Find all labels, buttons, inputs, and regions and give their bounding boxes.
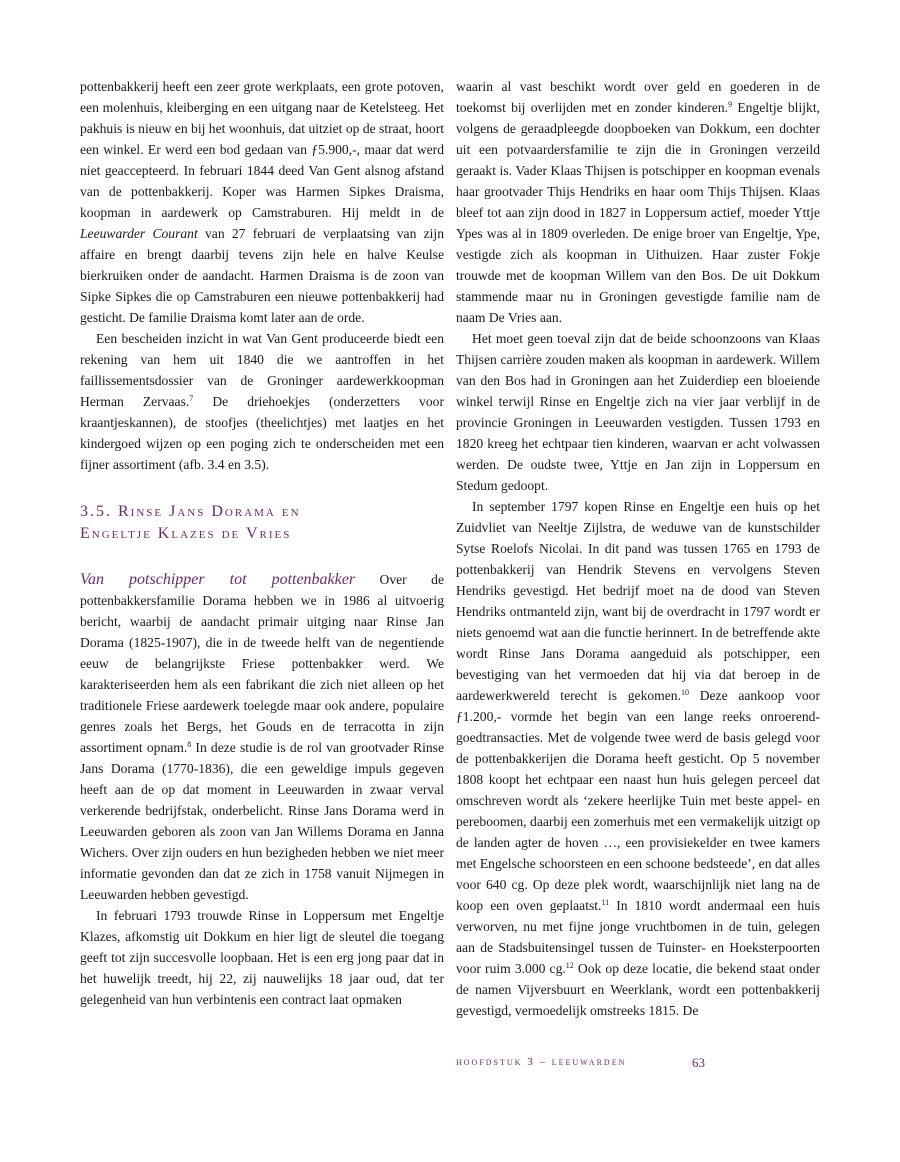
italic-title: Leeuwarder Courant xyxy=(80,226,198,241)
text-run: Deze aankoop voor ƒ1.200,- vormde het begin van een lange reeks onroerend-goedtransacties. Met de volgende twee werd de basis gelegd voor de pottenbakkerijen die Dorama heeft gesticht. Op 5 november 1808 koopt het echtpaar een naast hun huis gelegen perceel dat omschreven wordt als ‘zekere heerlijke Tuin met beste appel- en pereboomen, daarbij een zomerhuis met een vermakelijk uitzigt op de landen agter de hoven …, een provisiekelder en twee kamers met Engelsche schoorsteen en een schoone bedsteede’, en dat alles voor 640 cg. Op deze plek wordt, waarschijnlijk niet lang na de koop een oven geplaatst. xyxy=(456,688,820,913)
footnote-ref: 9 xyxy=(728,100,733,109)
text-run: Het moet geen toeval zijn dat de beide schoonzoons van Klaas Thijsen carrière zouden maken als koopman in aardewerk. Willem van den Bos had in Groningen aan het Zuiderdiep een bloeiende winkel terwijl Rinse en Engeltje zich na vier jaar verblijf in de provincie Groningen in Leeuwarden vestigden. Tussen 1793 en 1820 kreeg het echtpaar tien kinderen, waarvan er acht volwassen werden. De oudste twee, Yttje en Jan zijn in Loppersum en Stedum gedoopt. xyxy=(456,331,820,493)
right-column xyxy=(456,76,820,1021)
running-head: hoofdstuk 3 – leeuwarden xyxy=(456,1056,627,1068)
text-run: In 1810 wordt andermaal een huis verworven, nu met fijne jonge vruchtbomen in de tuin, gelegen aan de Stadsbuitensingel tussen de Tuinster- en Hoeksterpoorten voor ruim 3.000 cg. xyxy=(456,898,820,976)
page-footer xyxy=(456,1056,786,1068)
footnote-ref: 11 xyxy=(601,898,610,907)
paragraph xyxy=(456,496,820,1021)
text-run: In september 1797 kopen Rinse en Engeltje een huis op het Zuidvliet van Neeltje Zijlstra, de weduwe van de kunstschilder Sytse Roelofs Nicolai. In dit pand was tussen 1765 en 1793 de pottenbakkerij van Hendrik Stevens en vervolgens Steven Hendriks gevestigd. Het bedrijf moet na de dood van Steven Hendriks ontmanteld zijn, want bij de overdracht in 1797 wordt er niets genoemd wat aan die functie herinnert. In de betreffende akte wordt Rinse Jans Dorama aangeduid als potschipper, een bevestiging van het vermoeden dat hij via dat beroep in de aardewerkwereld terecht is gekomen. xyxy=(456,499,820,703)
footnote-ref: 10 xyxy=(680,688,689,697)
text-run: In deze studie is de rol van grootvader Rinse Jans Dorama (1770-1836), die een geweldige impuls gegeven heeft aan de op dat moment in Leeuwarden in zwaar verval verkerende bedrijfstak, onderbelicht. Rinse Jans Dorama werd in Leeuwarden geboren als zoon van Jan Willems Dorama en Janna Wichers. Over zijn ouders en hun bezigheden hebben we niet meer informatie gevonden dan dat ze zich in 1758 vanuit Nijmegen in Leeuwarden hebben gevestigd. xyxy=(80,740,445,902)
section-heading-line: 3.5. Rinse Jans Dorama en xyxy=(80,503,301,520)
footnote-ref: 8 xyxy=(187,740,192,749)
paragraph xyxy=(80,569,444,905)
paragraph xyxy=(80,905,444,1010)
text-run: Ook op deze locatie, die bekend staat onder de namen Vijversbuurt en Weerklank, wordt een pottenbakkerij gevestigd, vermoedelijk omstreeks 1815. De xyxy=(456,961,820,1018)
text-run: Engeltje blijkt, volgens de geraadpleegde doopboeken van Dokkum, een dochter uit een potvaardersfamilie te zijn die in Groningen verzeild geraakt is. Vader Klaas Thijsen is potschipper en koopman evenals haar grootvader Thijs Hendriks en haar oom Thijs Thijsen. Klaas bleef tot aan zijn dood in 1827 in Loppersum actief, moeder Yttje Ypes was al in 1809 overleden. De enige broer van Engeltje, Ype, vestigde zich als koopman in Uithuizen. Haar zuster Fokje trouwde met de koopman Willem van den Bos. De uit Dokkum stammende maar nu in Groningen gevestigde familie nam de naam De Vries aan. xyxy=(456,100,820,325)
section-heading xyxy=(80,501,444,545)
paragraph xyxy=(80,76,444,328)
text-run: waarin al vast beschikt wordt over geld en goederen in de toekomst bij overlijden met en zonder kinderen. xyxy=(456,79,820,115)
footnote-ref: 12 xyxy=(565,961,574,970)
page-number: 63 xyxy=(692,1055,705,1070)
text-run: Over de pottenbakkersfamilie Dorama hebben we in 1986 al uitvoerig bericht, waarbij de aandacht primair uitging naar Rinse Jan Dorama (1825-1907), die in de tweede helft van de negentiende eeuw de belangrijkste Friese pottenbakker werd. We karakteriseerden hem als een fabrikant die zich niet alleen op het traditionele Friese aardewerk toelegde maar ook andere, populaire genres zoals het Bergs, het Gouds en de terracotta in zijn assortiment opnam. xyxy=(80,572,444,755)
section-heading-line: Engeltje Klazes de Vries xyxy=(80,525,292,542)
text-run: De driehoekjes (onderzetters voor kraantjeskannen), de stoofjes (theelichtjes) met laatjes en het kindergoed wijzen op een poging zich te onderscheiden met een fijner assortiment (afb. 3.4 en 3.5). xyxy=(80,394,444,472)
text-run: van 27 februari de verplaatsing van zijn affaire en brengt daarbij tevens zijn hele en halve Keulse bierkruiken onder de aandacht. Harmen Draisma is de zoon van Sipke Sipkes die op Camstraburen een nieuwe pottenbakkerij had gesticht. De familie Draisma komt later aan de orde. xyxy=(80,226,444,325)
text-run: In februari 1793 trouwde Rinse in Loppersum met Engeltje Klazes, afkomstig uit Dokkum en hier ligt de sleutel die toegang geeft tot zijn succesvolle loopbaan. Het is een erg jong paar dat in het huwelijk treedt, hij 22, zij nauwelijks 18 jaar oud, dat ter gelegenheid van hun verbintenis een contract laat opmaken xyxy=(80,908,444,1007)
text-run: pottenbakkerij heeft een zeer grote werkplaats, een grote potoven, een molenhuis, kleiberging en een uitgang naar de Ketelsteeg. Het pakhuis is nieuw en bij het woonhuis, dat uitziet op de straat, hoort een winkel. Er werd een bod gedaan van ƒ5.900,-, maar dat werd niet geaccepteerd. In februari 1844 deed Van Gent alsnog afstand van de pottenbakkerij. Koper was Harmen Sipkes Draisma, koopman in aardewerk op Camstraburen. Hij meldt in de xyxy=(80,79,444,220)
paragraph xyxy=(456,76,820,328)
text-run: Een bescheiden inzicht in wat Van Gent produceerde biedt een rekening van hem uit 1840 die we aantroffen in het faillissementsdossier van de Groninger aardewerkkoopman Herman Zervaas. xyxy=(80,331,444,409)
left-column xyxy=(80,76,444,1010)
subheading: Van potschipper tot pottenbakker xyxy=(80,571,356,588)
paragraph xyxy=(456,328,820,496)
paragraph xyxy=(80,328,444,475)
footnote-ref: 7 xyxy=(189,394,194,403)
